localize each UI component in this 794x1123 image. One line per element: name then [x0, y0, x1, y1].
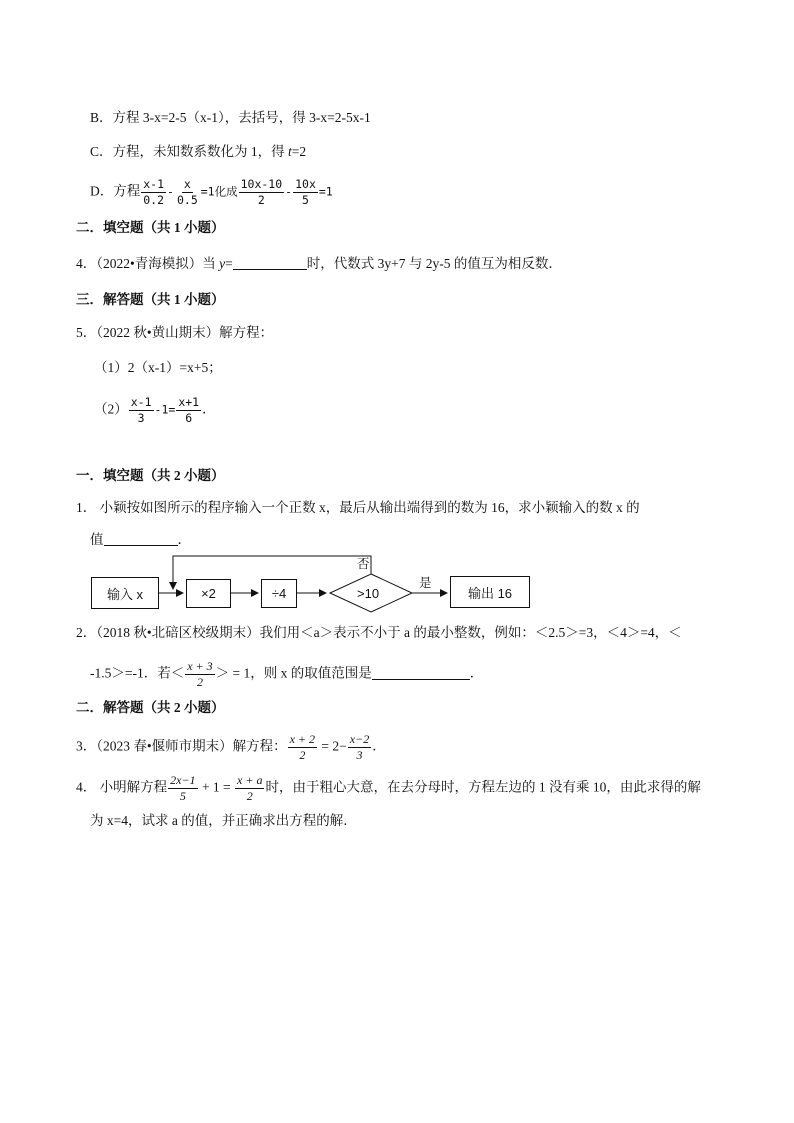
fraction-numerator: x + 3 [187, 659, 213, 673]
question-5-part-1: （1）2（x-1）=x+5； [94, 360, 222, 375]
period: ． [372, 738, 386, 754]
answer-blank[interactable] [372, 665, 470, 680]
question-1-line-1: 1． 小颖按如图所示的程序输入一个正数 x，最后从输出端得到的数为 16，求小颖输入的数 x 的 [76, 500, 640, 515]
fraction-denominator: 2 [299, 748, 306, 762]
fraction [185, 660, 214, 689]
section-heading: 二．填空题（共 1 小题） [76, 220, 225, 235]
period: ． [202, 401, 216, 417]
fraction-denominator: 5 [302, 193, 309, 207]
fraction-numerator: x-1 [130, 395, 152, 409]
multiply-box [186, 579, 231, 608]
question-3 [76, 733, 386, 762]
fraction-denominator: 0.5 [176, 193, 198, 207]
divide-box-label: ÷4 [271, 586, 287, 601]
question-2-line-2 [90, 660, 483, 689]
output-box [450, 576, 530, 608]
fraction-numerator: x+1 [178, 395, 200, 409]
equation-mid: + 1 = [198, 779, 235, 795]
option-c-result: =2 [291, 144, 307, 159]
question-4-var: y [219, 256, 226, 271]
minus-sign: - [285, 184, 293, 199]
question-4-equals: = [225, 256, 233, 271]
fraction-numerator: 10x-10 [240, 177, 283, 191]
option-d-end: =1 [318, 184, 333, 199]
fraction-denominator: 2 [257, 193, 265, 207]
option-c-text: C．方程，未知数系数化为 1，得 [90, 144, 289, 159]
question-3-prefix: 3．（2023 春•偃师市期末）解方程： [76, 738, 287, 754]
fraction-denominator: 0.2 [143, 193, 165, 207]
fraction-numerator: x + 2 [289, 732, 316, 746]
input-box [91, 577, 159, 609]
output-box-label: 输出 16 [467, 585, 513, 601]
option-d-label: D．方程 [90, 183, 141, 199]
divide-box [261, 579, 297, 608]
fraction-denominator: 6 [185, 411, 193, 425]
option-b-mid: =2-5（x-1），去括号，得 [160, 110, 310, 125]
section-heading: 三．解答题（共 1 小题） [76, 292, 225, 307]
input-box-label: 输入 x [106, 586, 144, 602]
question-4-suffix: 时，由于粗心大意，在去分母时，方程左边的 1 没有乘 10，由此求得的解 [265, 779, 701, 795]
equation-mid: = 2− [318, 738, 347, 754]
fraction-denominator: 5 [179, 789, 186, 803]
option-d-mid: =1化成 [200, 184, 238, 199]
no-label: 否 [357, 557, 370, 571]
fraction [288, 733, 317, 762]
fraction-numerator: x + a [237, 773, 263, 787]
fraction-numerator: x [183, 177, 191, 191]
fraction-numerator: x-1 [143, 177, 165, 191]
condition-label: >10 [357, 586, 380, 601]
fraction-denominator: 3 [356, 748, 363, 762]
fraction [235, 774, 264, 803]
fraction-denominator: 3 [137, 411, 145, 425]
fraction [348, 733, 371, 762]
section-heading: 一．填空题（共 2 小题） [76, 468, 225, 483]
period: ． [469, 665, 484, 681]
fraction-numerator: 10x [295, 177, 316, 191]
fraction-numerator: 2x−1 [170, 773, 196, 787]
question-5: 5．（2022 秋•黄山期末）解方程： [76, 325, 274, 340]
option-c-var: t [288, 144, 292, 159]
equation-mid: -1= [154, 402, 176, 417]
fraction [168, 774, 197, 803]
question-1-value-label: 值 [90, 532, 104, 547]
question-4-suffix: 时，代数式 3y+7 与 2y-5 的值互为相反数． [306, 256, 562, 271]
period: ． [177, 532, 191, 547]
question-4-prefix: 4． 小明解方程 [76, 779, 168, 795]
part-label: （2） [94, 401, 128, 417]
minus-sign: - [167, 184, 174, 199]
question-2-suffix: ＞ = 1，则 x 的取值范围是 [215, 665, 372, 681]
multiply-box-label: ×2 [201, 586, 216, 601]
option-b-label: B．方程 [90, 110, 143, 125]
fraction-denominator: 2 [196, 675, 203, 689]
fraction-numerator: x−2 [349, 732, 370, 746]
option-b-eq2: 3-x=2-5x-1 [309, 110, 371, 125]
question-2-prefix: -1.5＞=-1．若＜ [90, 665, 185, 681]
question-4-line-2: 为 x=4，试求 a 的值，并正确求出方程的解． [90, 813, 357, 828]
question-4-line-1 [76, 774, 701, 803]
option-b-eq1: 3-x [142, 110, 161, 125]
fraction-denominator: 2 [246, 789, 253, 803]
yes-label: 是 [419, 576, 432, 590]
question-2-line-1: 2．（2018 秋•北碚区校级期末）我们用＜a＞表示不小于 a 的最小整数，例如：＜2.5＞=3，＜4＞=4，＜ [76, 625, 682, 640]
question-4-prefix: 4．（2022•青海模拟）当 [76, 256, 220, 271]
section-heading: 二．解答题（共 2 小题） [76, 700, 225, 715]
